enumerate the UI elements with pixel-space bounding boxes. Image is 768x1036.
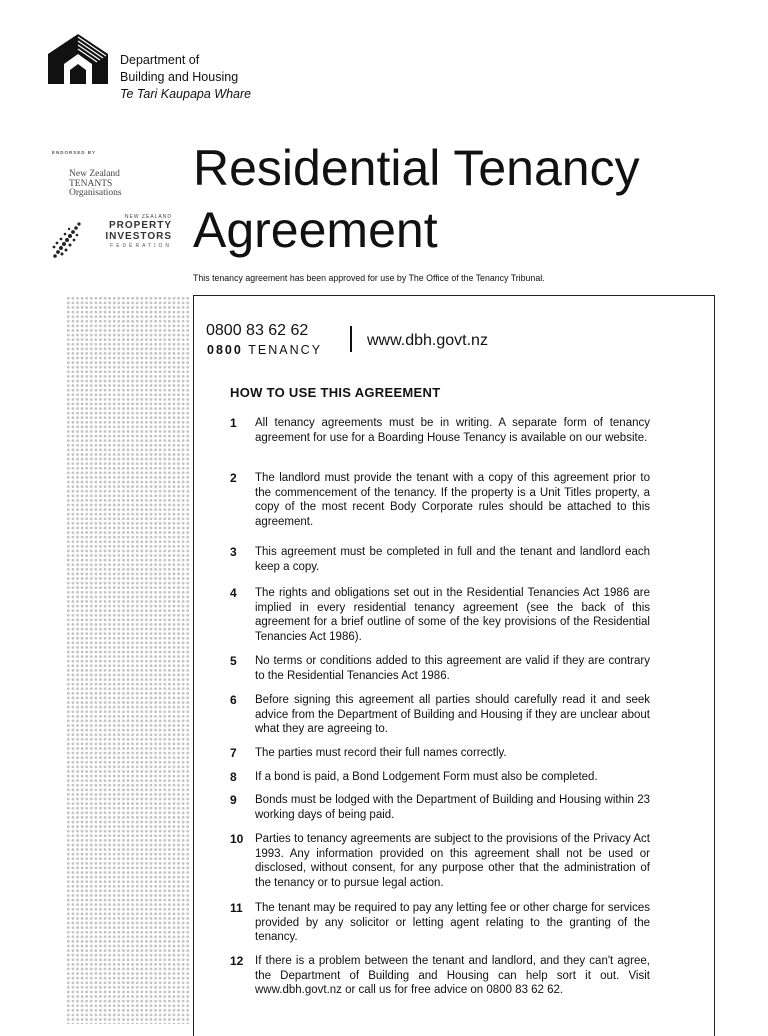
item-text: If there is a problem between the tenant and landlord, and they can't agree, the Department of Building and Housing can help sort it out. Visit www.dbh.govt.nz or call us for free advice on 0800 83 62 62.	[255, 955, 650, 997]
endorsed-by-label: ENDORSED BY	[52, 150, 97, 155]
dotted-pattern	[66, 296, 190, 1024]
list-item	[230, 545, 650, 574]
list-item	[230, 954, 650, 998]
item-text: If a bond is paid, a Bond Lodgement Form must also be completed.	[255, 771, 598, 783]
item-text: This agreement must be completed in full and the tenant and landlord each keep a copy.	[255, 546, 650, 573]
item-text: Bonds must be lodged with the Department of Building and Housing within 23 working days of being paid.	[255, 794, 650, 821]
item-text: Parties to tenancy agreements are subject to the provisions of the Privacy Act 1993. Any information provided on this agreement shall not be used or disclosed, without consent, for any purpose other that the administration of the tenancy or to pursue legal action.	[255, 833, 650, 889]
nzto-logo	[69, 170, 122, 199]
item-number: 7	[230, 746, 237, 760]
item-text: The tenant may be required to pay any letting fee or other charge for services provided by any solicitor or letting agent relating to the granting of the tenancy.	[255, 902, 650, 944]
item-text: The parties must record their full names correctly.	[255, 747, 507, 759]
title-line1: Residential Tenancy	[193, 140, 640, 196]
item-text: No terms or conditions added to this agreement are valid if they are contrary to the Residential Tenancies Act 1986.	[255, 655, 650, 682]
phone-word	[207, 343, 322, 357]
list-item	[230, 746, 650, 761]
item-number: 5	[230, 654, 237, 668]
item-number: 4	[230, 586, 237, 600]
approved-notice: This tenancy agreement has been approved for use by The Office of the Tenancy Tribunal.	[193, 273, 545, 283]
npif-line1: NEW ZEALAND	[124, 214, 172, 220]
nzto-line2: TENANTS	[69, 178, 113, 189]
item-number: 9	[230, 793, 237, 807]
department-line2: Building and Housing	[120, 70, 239, 84]
item-number: 6	[230, 693, 237, 707]
npif-text	[82, 214, 172, 249]
phone-tenancy: TENANCY	[248, 343, 323, 357]
npif-line2: PROPERTY	[108, 220, 172, 231]
item-number: 12	[230, 954, 244, 968]
item-number: 1	[230, 416, 237, 430]
nzto-line1: New Zealand	[69, 169, 120, 179]
npif-line3: INVESTORS	[105, 231, 172, 242]
department-line1: Department of	[120, 53, 200, 67]
list-item	[230, 770, 650, 785]
contact-divider	[350, 326, 352, 352]
list-item	[230, 693, 650, 737]
title-line2: Agreement	[193, 202, 438, 258]
department-maori: Te Tari Kaupapa Whare	[120, 87, 252, 101]
list-item	[230, 793, 650, 822]
phone-prefix: 0800	[207, 343, 243, 357]
list-item	[230, 471, 650, 529]
list-item	[230, 586, 650, 644]
item-number: 10	[230, 832, 244, 846]
list-item	[230, 901, 650, 945]
npif-line4: FEDERATION	[110, 243, 172, 249]
house-logo-icon	[48, 34, 114, 86]
nzto-line3: Organisations	[69, 188, 122, 198]
item-text: The landlord must provide the tenant with a copy of this agreement prior to the commencement of the tenancy. If the property is a Unit Titles property, a copy of the most recent Body Corporate rules should be attached to this agreement.	[255, 472, 650, 528]
howto-heading: HOW TO USE THIS AGREEMENT	[230, 385, 441, 400]
fern-icon	[52, 214, 82, 260]
item-number: 2	[230, 471, 237, 485]
department-name	[120, 52, 320, 103]
page-title	[193, 137, 640, 261]
item-number: 3	[230, 545, 237, 559]
item-text: The rights and obligations set out in the Residential Tenancies Act 1986 are implied in every residential tenancy agreement (see the back of this agreement for a brief outline of some of the key provisions of the Residential Tenancies Act 1986).	[255, 587, 650, 643]
website-link[interactable]: www.dbh.govt.nz	[367, 332, 488, 349]
item-text: Before signing this agreement all parties should carefully read it and seek advice from the Department of Building and Housing if they are unclear about what they are agreeing to.	[255, 694, 650, 736]
instructions-box	[193, 295, 715, 1036]
list-item	[230, 832, 650, 890]
list-item	[230, 654, 650, 683]
list-item	[230, 416, 650, 445]
item-number: 8	[230, 770, 237, 784]
phone-number: 0800 83 62 62	[206, 322, 309, 339]
item-number: 11	[230, 901, 243, 915]
item-text: All tenancy agreements must be in writing. A separate form of tenancy agreement for use for a Boarding House Tenancy is available on our website.	[255, 417, 650, 444]
